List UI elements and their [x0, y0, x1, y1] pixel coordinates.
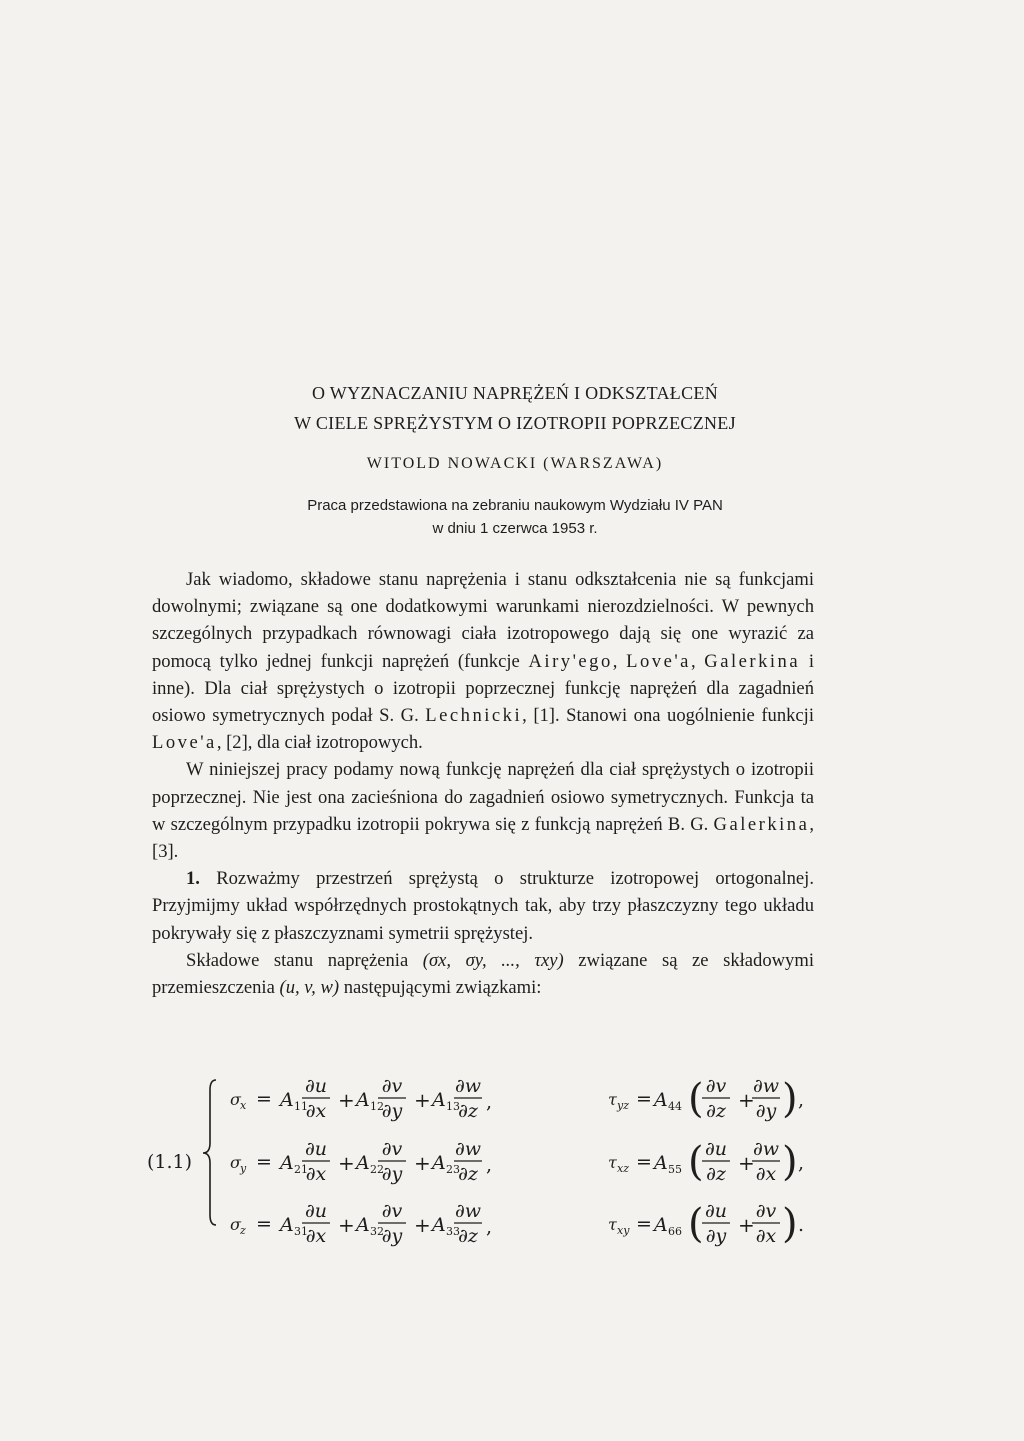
- eq-row-2-equals: =: [256, 1151, 272, 1173]
- section-number: 1.: [186, 868, 200, 890]
- eq-row-2-frac-3-numerator: ∂w: [454, 1138, 482, 1160]
- eq-row-3-comma: ,: [486, 1216, 493, 1238]
- eq-row-1-rfrac-2-numerator: ∂w: [752, 1075, 780, 1097]
- eq-row-1-lparen: (: [688, 1076, 704, 1122]
- eq-row-2-lhs: σ: [230, 1153, 241, 1172]
- eq-row-3-frac-1-numerator: ∂u: [304, 1200, 328, 1222]
- eq-row-2-frac-3-denominator: ∂z: [458, 1163, 478, 1185]
- eq-row-2-rcoef-letter: A: [654, 1152, 668, 1174]
- paper-title-line-2: W CIELE SPRĘŻYSTYM O IZOTROPII POPRZECZNEJ: [294, 413, 736, 433]
- eq-row-2-coef-3-index: 23: [446, 1163, 460, 1176]
- eq-row-2-comma: ,: [486, 1154, 493, 1176]
- eq-row-1-frac-1-denominator: ∂x: [305, 1100, 327, 1122]
- eq-row-3-end: .: [798, 1214, 805, 1236]
- eq-row-1-frac-2-numerator: ∂v: [381, 1075, 403, 1097]
- eq-row-1-rfrac-1-denominator: ∂z: [706, 1100, 726, 1122]
- eq-row-1-rfrac-1-numerator: ∂v: [705, 1075, 727, 1097]
- eq-row-3-frac-3-numerator: ∂w: [454, 1200, 482, 1222]
- eq-row-3-rcoef-index: 66: [668, 1225, 682, 1238]
- eq-row-3-rfrac-1-denominator: ∂y: [705, 1225, 727, 1247]
- eq-row-1-rplus: +: [738, 1088, 755, 1112]
- eq-row-1-comma: ,: [486, 1091, 493, 1113]
- presentation-note-line-1: Praca przedstawiona na zebraniu naukowym Wydziału IV PAN: [307, 497, 723, 514]
- eq-row-3-plus-2: +: [414, 1213, 431, 1237]
- eq-row-2-rhs-equals: =: [636, 1151, 652, 1173]
- eq-row-3-coef-1-letter: A: [280, 1214, 294, 1236]
- eq-row-2-lhs-sub: y: [240, 1162, 247, 1175]
- eq-row-1-lhs-sub: x: [240, 1099, 247, 1112]
- eq-row-3-rhs-sub: xy: [617, 1224, 630, 1237]
- eq-row-3-frac-2-denominator: ∂y: [381, 1225, 403, 1247]
- eq-row-1-lhs: σ: [230, 1090, 241, 1109]
- eq-row-3-coef-3-letter: A: [432, 1214, 446, 1236]
- eq-row-1-plus-2: +: [414, 1088, 431, 1112]
- paragraph-1: Jak wiadomo, składowe stanu naprężenia i stanu odkształcenia nie są funkcjami dowolnymi; związane są one dodatkowymi warunkami nierozdzielności. W pewnych szczególnych przypadkach równowagi ciała izotropowego dają się one wyrazić za pomocą tylko jednej funkcji naprężeń (funkcje Airy'ego, Love'a, Galerkina i inne). Dla ciał sprężystych o izotropii poprzecznej funkcję naprężeń dla zagadnień osiowo symetrycznych podał S. G. Lechnicki, [1]. Stanowi ona uogólnienie funkcji Love'a, [2], dla ciał izotropowych.: [152, 569, 815, 754]
- equation-brace: [203, 1080, 216, 1225]
- eq-row-2-rfrac-1-numerator: ∂u: [704, 1138, 728, 1160]
- eq-row-1-frac-3-denominator: ∂z: [458, 1100, 478, 1122]
- eq-row-2-rplus: +: [738, 1151, 755, 1175]
- eq-row-2-rcoef-index: 55: [668, 1163, 682, 1176]
- eq-row-3-frac-3-denominator: ∂z: [458, 1225, 478, 1247]
- eq-row-3-rfrac-2-numerator: ∂v: [755, 1200, 777, 1222]
- paragraph-2: W niniejszej pracy podamy nową funkcję naprężeń dla ciał sprężystych o izotropii poprzecznej. Nie jest ona zacieśniona do zagadnień osiowo symetrycznych. Funkcja ta w szczególnym przypadku izotropii pokrywa się z funkcją naprężeń B. G. Galerkina, [3].: [152, 759, 814, 863]
- eq-row-3-coef-2-index: 32: [370, 1225, 384, 1238]
- body-text: [152, 566, 814, 1001]
- eq-row-2-frac-2-denominator: ∂y: [381, 1163, 403, 1185]
- eq-row-1-equals: =: [256, 1088, 272, 1110]
- equation-label: (1.1): [147, 1151, 193, 1173]
- eq-row-1-frac-3-numerator: ∂w: [454, 1075, 482, 1097]
- eq-row-2-frac-1-denominator: ∂x: [305, 1163, 327, 1185]
- eq-row-2-coef-2-letter: A: [356, 1152, 370, 1174]
- eq-row-3-equals: =: [256, 1213, 272, 1235]
- eq-row-2-coef-1-letter: A: [280, 1152, 294, 1174]
- eq-row-3-rhs-equals: =: [636, 1213, 652, 1235]
- paragraph-4: Składowe stanu naprężenia (σx, σy, ..., τxy) związane są ze składowymi przemieszczenia (u, v, w) następującymi związkami:: [152, 949, 814, 999]
- presentation-note-line-2: w dniu 1 czerwca 1953 r.: [432, 520, 598, 537]
- eq-row-2-plus-2: +: [414, 1151, 431, 1175]
- eq-row-1-coef-2-index: 12: [370, 1100, 384, 1113]
- eq-row-2-plus-1: +: [338, 1151, 355, 1175]
- eq-row-3-plus-1: +: [338, 1213, 355, 1237]
- eq-row-1-frac-2-denominator: ∂y: [381, 1100, 403, 1122]
- eq-row-3-frac-1-denominator: ∂x: [305, 1225, 327, 1247]
- eq-row-2-rhs: τ: [608, 1153, 617, 1172]
- eq-row-3-coef-3-index: 33: [446, 1225, 460, 1238]
- eq-row-3-coef-1-index: 31: [294, 1225, 308, 1238]
- eq-row-3-rhs: τ: [608, 1215, 617, 1234]
- eq-row-2-end: ,: [798, 1152, 805, 1174]
- eq-row-1-rfrac-2-denominator: ∂y: [755, 1100, 777, 1122]
- eq-row-1-coef-3-letter: A: [432, 1089, 446, 1111]
- eq-row-3-lparen: (: [688, 1201, 704, 1247]
- eq-row-3-lhs: σ: [230, 1215, 241, 1234]
- eq-row-1-rhs-equals: =: [636, 1088, 652, 1110]
- eq-row-1-rhs: τ: [608, 1090, 617, 1109]
- author-line: WITOLD NOWACKI (WARSZAWA): [366, 455, 664, 472]
- eq-row-3-rplus: +: [738, 1213, 755, 1237]
- eq-row-2-frac-1-numerator: ∂u: [304, 1138, 328, 1160]
- eq-row-2-coef-1-index: 21: [294, 1163, 308, 1176]
- eq-row-1-plus-1: +: [338, 1088, 355, 1112]
- eq-row-1-rcoef-letter: A: [654, 1089, 668, 1111]
- eq-row-1-end: ,: [798, 1089, 805, 1111]
- equation-1-1: [147, 1065, 850, 1247]
- eq-row-3-coef-2-letter: A: [356, 1214, 370, 1236]
- eq-row-2-frac-2-numerator: ∂v: [381, 1138, 403, 1160]
- eq-row-1-coef-1-letter: A: [280, 1089, 294, 1111]
- paper-title-line-1: O WYZNACZANIU NAPRĘŻEŃ I ODKSZTAŁCEŃ: [312, 383, 718, 403]
- eq-row-1-coef-2-letter: A: [356, 1089, 370, 1111]
- eq-row-2-rfrac-2-denominator: ∂x: [755, 1163, 777, 1185]
- eq-row-1-coef-1-index: 11: [294, 1100, 308, 1113]
- eq-row-3-rfrac-2-denominator: ∂x: [755, 1225, 777, 1247]
- eq-row-1-coef-3-index: 13: [446, 1100, 460, 1113]
- paragraph-3: 1. Rozważmy przestrzeń sprężystą o strukturze izotropowej ortogonalnej. Przyjmijmy układ współrzędnych prostokątnych tak, aby trzy płaszczyzny tego układu pokrywały się z płaszczyznami symetrii sprężystej.: [152, 868, 814, 944]
- eq-row-2-rhs-sub: xz: [617, 1162, 629, 1175]
- eq-row-2-rfrac-1-denominator: ∂z: [706, 1163, 726, 1185]
- eq-row-2-rparen: ): [782, 1139, 798, 1185]
- eq-row-2-coef-3-letter: A: [432, 1152, 446, 1174]
- eq-row-3-lhs-sub: z: [240, 1224, 246, 1237]
- eq-row-3-rcoef-letter: A: [654, 1214, 668, 1236]
- eq-row-3-frac-2-numerator: ∂v: [381, 1200, 403, 1222]
- eq-row-1-frac-1-numerator: ∂u: [304, 1075, 328, 1097]
- eq-row-2-coef-2-index: 22: [370, 1163, 384, 1176]
- eq-row-1-rparen: ): [782, 1076, 798, 1122]
- eq-row-3-rparen: ): [782, 1201, 798, 1247]
- eq-row-1-rhs-sub: yz: [617, 1099, 630, 1112]
- eq-row-3-rfrac-1-numerator: ∂u: [704, 1200, 728, 1222]
- eq-row-1-rcoef-index: 44: [668, 1100, 682, 1113]
- eq-row-2-lparen: (: [688, 1139, 704, 1185]
- eq-row-2-rfrac-2-numerator: ∂w: [752, 1138, 780, 1160]
- equation-svg: [147, 1065, 850, 1247]
